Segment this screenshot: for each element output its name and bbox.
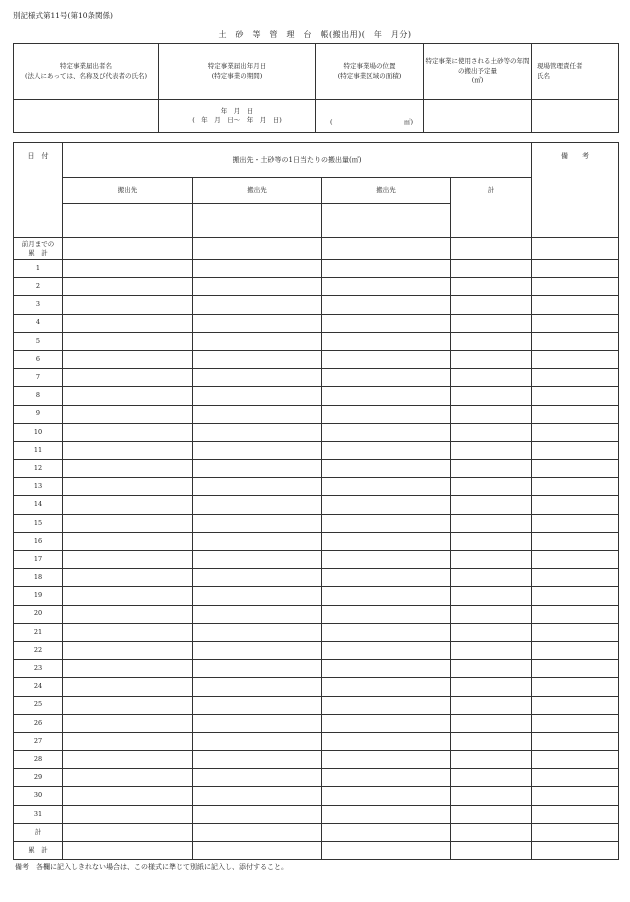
cell[interactable]	[322, 823, 451, 841]
cell[interactable]	[451, 551, 532, 569]
cell[interactable]	[193, 514, 322, 532]
cell[interactable]	[63, 569, 193, 587]
day-row	[14, 532, 619, 550]
annual-export-volume-cell[interactable]	[424, 100, 532, 133]
cell[interactable]	[532, 314, 619, 332]
day-label: 24	[14, 678, 63, 696]
cell[interactable]	[193, 369, 322, 387]
cell[interactable]	[451, 332, 532, 350]
cell[interactable]	[63, 678, 193, 696]
day-row	[14, 587, 619, 605]
day-row	[14, 769, 619, 787]
cell[interactable]	[532, 587, 619, 605]
cell[interactable]	[532, 605, 619, 623]
destination-3-header: 搬出先	[322, 178, 451, 204]
cell[interactable]	[322, 660, 451, 678]
cell[interactable]	[532, 296, 619, 314]
cell[interactable]	[63, 805, 193, 823]
cell[interactable]	[451, 514, 532, 532]
cell[interactable]	[322, 805, 451, 823]
applicant-name-header: 特定事業届出者名 (法人にあっては、名称及び代表者の氏名)	[14, 44, 159, 100]
day-label: 6	[14, 350, 63, 368]
cell[interactable]	[532, 387, 619, 405]
day-label: 12	[14, 460, 63, 478]
day-label: 11	[14, 441, 63, 459]
cell[interactable]	[451, 805, 532, 823]
project-period-text: ( 年 月 日～ 年 月 日)	[192, 116, 282, 124]
notification-date-header: 特定事業届出年月日 (特定事業の期間)	[159, 44, 316, 100]
day-row	[14, 441, 619, 459]
cell[interactable]	[63, 278, 193, 296]
day-label: 8	[14, 387, 63, 405]
day-row	[14, 423, 619, 441]
cell[interactable]	[532, 350, 619, 368]
day-label: 20	[14, 605, 63, 623]
cell[interactable]	[532, 496, 619, 514]
cell[interactable]	[193, 423, 322, 441]
cell[interactable]	[63, 260, 193, 278]
destination-2-header: 搬出先	[193, 178, 322, 204]
cell[interactable]	[193, 496, 322, 514]
cell[interactable]	[532, 641, 619, 659]
cell[interactable]	[63, 769, 193, 787]
daily-export-ledger-table	[13, 142, 619, 860]
cell[interactable]	[451, 441, 532, 459]
day-row	[14, 787, 619, 805]
cell[interactable]	[532, 514, 619, 532]
cell[interactable]	[451, 769, 532, 787]
cell[interactable]	[322, 623, 451, 641]
cell[interactable]	[322, 260, 451, 278]
cell[interactable]	[532, 369, 619, 387]
cell[interactable]	[532, 260, 619, 278]
day-row	[14, 551, 619, 569]
cell[interactable]	[193, 678, 322, 696]
cell[interactable]	[322, 641, 451, 659]
site-location-header: 特定事業場の位置 (特定事業区域の面積)	[316, 44, 424, 100]
cell[interactable]	[322, 496, 451, 514]
cell[interactable]	[322, 551, 451, 569]
header-info-table	[13, 43, 619, 133]
notification-date-text: 年 月 日	[220, 106, 254, 115]
cell[interactable]	[193, 787, 322, 805]
cell[interactable]	[63, 514, 193, 532]
cell[interactable]	[532, 787, 619, 805]
cell[interactable]	[532, 238, 619, 260]
form-title: 土 砂 等 管 理 台 帳(搬出用)( 年 月分)	[218, 30, 412, 39]
destination-1-name-cell[interactable]	[63, 204, 193, 238]
cell[interactable]	[451, 696, 532, 714]
cell[interactable]	[532, 805, 619, 823]
day-row	[14, 369, 619, 387]
day-row	[14, 714, 619, 732]
cell[interactable]	[322, 787, 451, 805]
cell[interactable]	[193, 605, 322, 623]
applicant-name-cell[interactable]	[14, 100, 159, 133]
cell[interactable]	[63, 751, 193, 769]
cell[interactable]	[532, 732, 619, 750]
cell[interactable]	[322, 714, 451, 732]
cell[interactable]	[532, 823, 619, 841]
cell[interactable]	[451, 623, 532, 641]
cell[interactable]	[193, 551, 322, 569]
cell[interactable]	[532, 751, 619, 769]
day-label: 7	[14, 369, 63, 387]
cell[interactable]	[63, 314, 193, 332]
cell[interactable]	[451, 569, 532, 587]
cell[interactable]	[532, 696, 619, 714]
cell[interactable]	[63, 787, 193, 805]
cell[interactable]	[322, 532, 451, 550]
day-row	[14, 350, 619, 368]
cell[interactable]	[451, 842, 532, 860]
remarks-header: 備 考	[532, 143, 619, 238]
cell[interactable]	[193, 660, 322, 678]
cell[interactable]	[322, 751, 451, 769]
cell[interactable]	[63, 823, 193, 841]
cell[interactable]	[532, 441, 619, 459]
cell[interactable]	[322, 441, 451, 459]
day-row	[14, 623, 619, 641]
cell[interactable]	[451, 532, 532, 550]
cell[interactable]	[193, 387, 322, 405]
cell[interactable]	[63, 714, 193, 732]
day-label: 29	[14, 769, 63, 787]
cell[interactable]	[63, 441, 193, 459]
cell[interactable]	[63, 660, 193, 678]
cell[interactable]	[322, 423, 451, 441]
footnote: 備考 各欄に記入しきれない場合は、この様式に準じて別紙に記入し、添付すること。	[15, 863, 288, 871]
day-label: 9	[14, 405, 63, 423]
cell[interactable]	[193, 260, 322, 278]
day-row	[14, 314, 619, 332]
cell[interactable]	[451, 278, 532, 296]
cell[interactable]	[322, 278, 451, 296]
cell[interactable]	[63, 551, 193, 569]
cell[interactable]	[451, 369, 532, 387]
cell[interactable]	[322, 405, 451, 423]
cell[interactable]	[451, 260, 532, 278]
cell[interactable]	[532, 569, 619, 587]
cell[interactable]	[451, 751, 532, 769]
cell[interactable]	[451, 496, 532, 514]
day-label: 17	[14, 551, 63, 569]
day-label: 25	[14, 696, 63, 714]
cell[interactable]	[532, 423, 619, 441]
cell[interactable]	[63, 696, 193, 714]
cell[interactable]	[451, 387, 532, 405]
day-row	[14, 460, 619, 478]
day-row	[14, 660, 619, 678]
cell[interactable]	[63, 238, 193, 260]
cell[interactable]	[193, 405, 322, 423]
cell[interactable]	[532, 332, 619, 350]
cell[interactable]	[63, 332, 193, 350]
cell[interactable]	[193, 732, 322, 750]
cell[interactable]	[193, 314, 322, 332]
cell[interactable]	[532, 842, 619, 860]
day-label: 10	[14, 423, 63, 441]
site-location-cell[interactable]	[316, 100, 424, 133]
cell[interactable]	[193, 751, 322, 769]
cell[interactable]	[193, 696, 322, 714]
day-label: 1	[14, 260, 63, 278]
cell[interactable]	[451, 787, 532, 805]
cell[interactable]	[322, 478, 451, 496]
day-label: 27	[14, 732, 63, 750]
cell[interactable]	[322, 842, 451, 860]
cell[interactable]	[63, 842, 193, 860]
site-manager-header: 現場管理責任者 氏名	[532, 44, 619, 100]
notification-date-cell[interactable]	[159, 100, 316, 133]
cell[interactable]	[63, 405, 193, 423]
cell[interactable]	[63, 587, 193, 605]
cell[interactable]	[193, 587, 322, 605]
day-label: 16	[14, 532, 63, 550]
cell[interactable]	[63, 296, 193, 314]
cell[interactable]	[193, 332, 322, 350]
day-row	[14, 296, 619, 314]
day-row	[14, 732, 619, 750]
day-row	[14, 805, 619, 823]
cell[interactable]	[451, 641, 532, 659]
cell[interactable]	[322, 350, 451, 368]
cell[interactable]	[193, 238, 322, 260]
cell[interactable]	[322, 332, 451, 350]
cell[interactable]	[532, 460, 619, 478]
cell[interactable]	[193, 623, 322, 641]
cell[interactable]	[193, 569, 322, 587]
day-label: 4	[14, 314, 63, 332]
cell[interactable]	[451, 238, 532, 260]
cell[interactable]	[193, 441, 322, 459]
day-row	[14, 605, 619, 623]
cell[interactable]	[532, 278, 619, 296]
day-row	[14, 751, 619, 769]
cell[interactable]	[193, 714, 322, 732]
cumulative-row-label: 累 計	[14, 842, 63, 860]
cell[interactable]	[451, 732, 532, 750]
day-label: 21	[14, 623, 63, 641]
site-manager-cell[interactable]	[532, 100, 619, 133]
cell[interactable]	[322, 569, 451, 587]
cell[interactable]	[63, 369, 193, 387]
cell[interactable]	[193, 350, 322, 368]
cell[interactable]	[193, 296, 322, 314]
cell[interactable]	[322, 678, 451, 696]
cell[interactable]	[322, 514, 451, 532]
cell[interactable]	[63, 387, 193, 405]
day-label: 15	[14, 514, 63, 532]
cell[interactable]	[451, 587, 532, 605]
cell[interactable]	[451, 405, 532, 423]
area-open-paren: (	[330, 118, 333, 127]
cell[interactable]	[532, 769, 619, 787]
cell[interactable]	[532, 660, 619, 678]
day-label: 5	[14, 332, 63, 350]
day-row	[14, 260, 619, 278]
cell[interactable]	[63, 478, 193, 496]
cell[interactable]	[532, 405, 619, 423]
cell[interactable]	[451, 314, 532, 332]
cell[interactable]	[63, 350, 193, 368]
cell[interactable]	[63, 496, 193, 514]
day-label: 22	[14, 641, 63, 659]
cell[interactable]	[322, 587, 451, 605]
day-row	[14, 405, 619, 423]
cell[interactable]	[322, 238, 451, 260]
cell[interactable]	[193, 641, 322, 659]
destination-1-header: 搬出先	[63, 178, 193, 204]
day-label: 13	[14, 478, 63, 496]
day-label: 14	[14, 496, 63, 514]
previous-month-cumulative-label: 前月までの 累 計	[14, 238, 63, 260]
cell[interactable]	[451, 823, 532, 841]
day-row	[14, 478, 619, 496]
cell[interactable]	[193, 805, 322, 823]
cell[interactable]	[532, 532, 619, 550]
cell[interactable]	[322, 605, 451, 623]
cell[interactable]	[193, 532, 322, 550]
cell[interactable]	[322, 314, 451, 332]
cell[interactable]	[451, 714, 532, 732]
day-row	[14, 696, 619, 714]
cell[interactable]	[322, 732, 451, 750]
day-label: 23	[14, 660, 63, 678]
cell[interactable]	[532, 478, 619, 496]
area-unit: ㎡)	[403, 118, 413, 127]
day-label: 28	[14, 751, 63, 769]
cell[interactable]	[63, 623, 193, 641]
form-number-label: 別記様式第11号(第10条関係)	[13, 11, 113, 20]
day-row	[14, 514, 619, 532]
cell[interactable]	[63, 605, 193, 623]
cell[interactable]	[451, 478, 532, 496]
day-label: 3	[14, 296, 63, 314]
cell[interactable]	[322, 696, 451, 714]
cell[interactable]	[193, 278, 322, 296]
day-label: 18	[14, 569, 63, 587]
day-label: 30	[14, 787, 63, 805]
cell[interactable]	[451, 423, 532, 441]
cell[interactable]	[63, 732, 193, 750]
cell[interactable]	[451, 350, 532, 368]
day-row	[14, 641, 619, 659]
cell[interactable]	[63, 460, 193, 478]
cell[interactable]	[532, 678, 619, 696]
day-row	[14, 569, 619, 587]
cell[interactable]	[451, 678, 532, 696]
destination-3-name-cell[interactable]	[322, 204, 451, 238]
day-row	[14, 332, 619, 350]
destination-2-name-cell[interactable]	[193, 204, 322, 238]
cell[interactable]	[63, 641, 193, 659]
cell[interactable]	[451, 605, 532, 623]
day-row	[14, 678, 619, 696]
cell[interactable]	[193, 769, 322, 787]
cell[interactable]	[532, 623, 619, 641]
cell[interactable]	[322, 460, 451, 478]
cell[interactable]	[451, 660, 532, 678]
cell[interactable]	[193, 842, 322, 860]
day-row	[14, 278, 619, 296]
day-row	[14, 387, 619, 405]
day-label: 26	[14, 714, 63, 732]
date-header: 日 付	[14, 143, 63, 238]
annual-export-volume-header: 特定事業に使用される土砂等の年間の搬出予定量 (㎥)	[424, 44, 532, 100]
cell[interactable]	[322, 296, 451, 314]
cell[interactable]	[63, 532, 193, 550]
cell[interactable]	[322, 769, 451, 787]
daily-export-amount-header: 搬出先・土砂等の1日当たりの搬出量(㎥)	[63, 143, 532, 178]
cell[interactable]	[193, 478, 322, 496]
day-label: 19	[14, 587, 63, 605]
cell[interactable]	[193, 823, 322, 841]
total-header: 計	[451, 178, 532, 238]
cell[interactable]	[532, 551, 619, 569]
cell[interactable]	[451, 460, 532, 478]
cell[interactable]	[193, 460, 322, 478]
cell[interactable]	[322, 387, 451, 405]
cell[interactable]	[322, 369, 451, 387]
day-row	[14, 496, 619, 514]
cell[interactable]	[63, 423, 193, 441]
day-label: 31	[14, 805, 63, 823]
day-label: 2	[14, 278, 63, 296]
sum-row-label: 計	[14, 823, 63, 841]
cell[interactable]	[532, 714, 619, 732]
cell[interactable]	[451, 296, 532, 314]
